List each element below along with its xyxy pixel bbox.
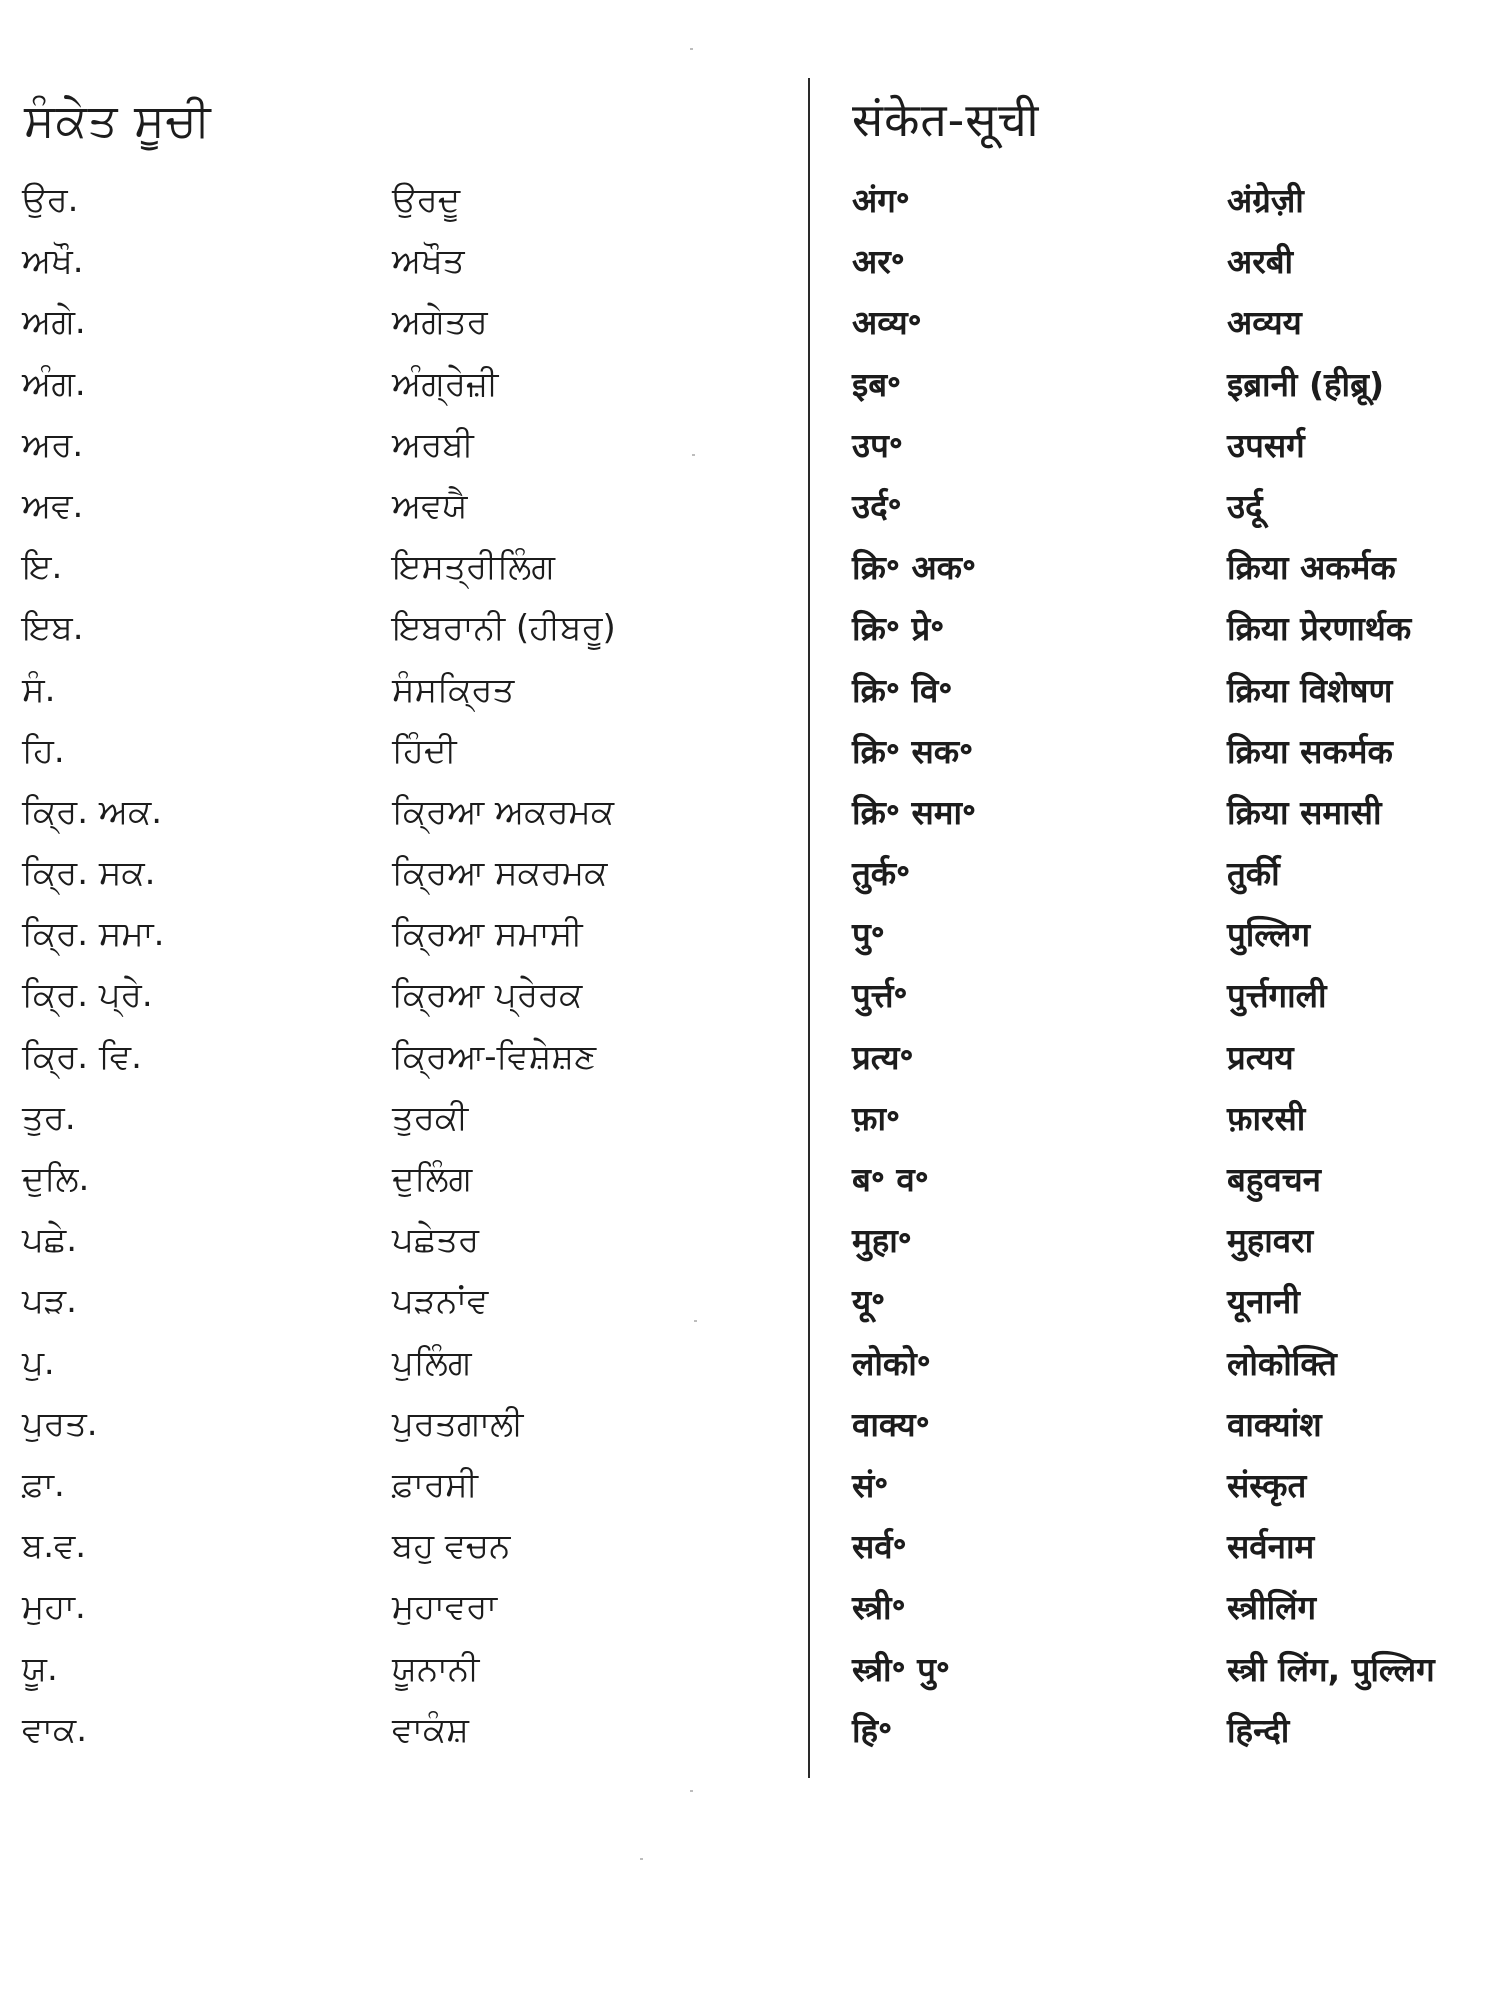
- abbreviation-text: क्रि॰ समा॰: [852, 792, 977, 832]
- hindi-abbreviation-row: [852, 1333, 1492, 1394]
- abbreviation-text: लोको॰: [852, 1343, 931, 1383]
- expansion-text: ਇਬਰਾਨੀ (ਹੀਬਰੂ): [392, 608, 616, 649]
- abbreviation-text: ਅਖੌ.: [22, 241, 84, 282]
- abbreviation-text: ਅੰਗ.: [22, 363, 86, 404]
- scan-speck: [692, 454, 695, 456]
- abbreviation-text: ਫ਼ਾ.: [22, 1464, 65, 1505]
- abbreviation-text: यू॰: [852, 1282, 886, 1322]
- abbreviation-text: अंग॰: [852, 181, 910, 220]
- punjabi-abbreviation-row: [22, 1516, 782, 1577]
- expansion-text: ਕ੍ਰਿਆ ਸਕਰਮਕ: [392, 853, 608, 894]
- abbreviation-text: क्रि॰ अक॰: [852, 548, 977, 588]
- hindi-abbreviation-row: [852, 965, 1492, 1026]
- abbreviation-text: ब॰ व॰: [852, 1160, 929, 1199]
- punjabi-abbreviation-row: [22, 415, 782, 476]
- abbreviation-text: ਕ੍ਰਿ. ਸਕ.: [22, 853, 156, 894]
- expansion-text: ਅਰਬੀ: [392, 424, 474, 465]
- abbreviation-text: ਤੁਰ.: [22, 1097, 76, 1138]
- punjabi-abbreviation-row: [22, 721, 782, 782]
- scan-speck: [640, 1858, 643, 1860]
- hindi-abbreviation-rows: [852, 170, 1492, 1761]
- hindi-abbreviation-row: [852, 354, 1492, 415]
- hindi-abbreviation-row: [852, 476, 1492, 537]
- expansion-text: ਕ੍ਰਿਆ ਅਕਰਮਕ: [392, 791, 615, 832]
- punjabi-abbreviation-row: [22, 354, 782, 415]
- abbreviation-text: ਪੜ.: [22, 1281, 77, 1322]
- abbreviation-text: ਅਵ.: [22, 485, 84, 526]
- expansion-text: ਫ਼ਾਰਸੀ: [392, 1464, 478, 1505]
- punjabi-abbreviation-row: [22, 1027, 782, 1088]
- hindi-abbreviation-row: [852, 1149, 1492, 1210]
- abbreviation-text: ਪਛੇ.: [22, 1220, 78, 1261]
- punjabi-abbreviation-row: [22, 1088, 782, 1149]
- hindi-abbreviation-row: [852, 782, 1492, 843]
- hindi-abbreviation-row: [852, 170, 1492, 231]
- punjabi-abbreviation-rows: [22, 170, 782, 1761]
- abbreviation-text: ਅਰ.: [22, 424, 84, 465]
- abbreviation-text: ਇ.: [22, 547, 63, 588]
- hindi-abbreviation-row: [852, 231, 1492, 292]
- abbreviation-text: मुहा॰: [852, 1221, 912, 1261]
- hindi-abbreviation-row: [852, 904, 1492, 965]
- expansion-text: ਉਰਦੂ: [392, 180, 461, 220]
- expansion-text: ਤੁਰਕੀ: [392, 1097, 469, 1138]
- hindi-abbreviation-row: [852, 1700, 1492, 1761]
- expansion-text: संस्कृत: [1227, 1465, 1307, 1505]
- expansion-text: लोकोक्ति: [1227, 1343, 1337, 1383]
- expansion-text: बहुवचन: [1227, 1160, 1321, 1199]
- punjabi-abbreviation-row: [22, 1455, 782, 1516]
- expansion-text: उपसर्ग: [1227, 425, 1305, 465]
- scan-speck: [694, 1320, 697, 1322]
- expansion-text: ਪਛੇਤਰ: [392, 1220, 480, 1261]
- expansion-text: क्रिया प्रेरणार्थक: [1227, 609, 1412, 649]
- expansion-text: क्रिया विशेषण: [1227, 670, 1393, 710]
- expansion-text: ਅੰਗ੍ਰੇਜ਼ੀ: [392, 363, 499, 404]
- expansion-text: सर्वनाम: [1227, 1527, 1315, 1567]
- abbreviation-text: ਯੂ.: [22, 1648, 58, 1689]
- hindi-abbreviation-row: [852, 1516, 1492, 1577]
- abbreviation-text: ਕ੍ਰਿ. ਅਕ.: [22, 791, 163, 832]
- punjabi-abbreviation-row: [22, 1333, 782, 1394]
- abbreviation-text: सं॰: [852, 1465, 889, 1505]
- abbreviation-text: इब॰: [852, 364, 902, 404]
- punjabi-abbreviation-row: [22, 170, 782, 231]
- abbreviation-text: पु॰: [852, 915, 885, 955]
- hindi-abbreviation-row: [852, 1577, 1492, 1638]
- expansion-text: ਪੜਨਾਂਵ: [392, 1281, 489, 1322]
- expansion-text: ਬਹੁ ਵਚਨ: [392, 1526, 511, 1567]
- abbreviation-text: उप॰: [852, 425, 903, 465]
- hindi-abbreviation-row: [852, 721, 1492, 782]
- abbreviation-text: क्रि॰ वि॰: [852, 670, 953, 710]
- hindi-abbreviation-row: [852, 537, 1492, 598]
- punjabi-abbreviation-row: [22, 1639, 782, 1700]
- abbreviation-text: ਬ.ਵ.: [22, 1526, 87, 1567]
- expansion-text: ਪੁਲਿੰਗ: [392, 1342, 472, 1383]
- punjabi-abbreviation-row: [22, 660, 782, 721]
- abbreviation-text: ਉਰ.: [22, 180, 79, 220]
- abbreviation-text: अर॰: [852, 242, 905, 282]
- abbreviation-text: क्रि॰ सक॰: [852, 731, 974, 771]
- punjabi-abbreviation-row: [22, 843, 782, 904]
- expansion-text: पुर्त्तगाली: [1227, 976, 1327, 1016]
- hindi-abbreviation-row: [852, 1088, 1492, 1149]
- punjabi-abbreviation-row: [22, 1394, 782, 1455]
- expansion-text: क्रिया समासी: [1227, 792, 1382, 832]
- expansion-text: ਮੁਹਾਵਰਾ: [392, 1587, 498, 1628]
- hindi-abbreviation-row: [852, 1639, 1492, 1700]
- abbreviation-text: क्रि॰ प्रे॰: [852, 609, 945, 649]
- expansion-text: क्रिया अकर्मक: [1227, 548, 1396, 588]
- punjabi-abbreviation-row: [22, 1271, 782, 1332]
- abbreviation-text: ਦੁਲਿ.: [22, 1159, 90, 1199]
- expansion-text: ਪੁਰਤਗਾਲੀ: [392, 1403, 524, 1444]
- abbreviation-text: प्रत्य॰: [852, 1037, 914, 1077]
- expansion-text: स्त्रीलिंग: [1227, 1588, 1317, 1628]
- expansion-text: अव्यय: [1227, 303, 1302, 343]
- scan-speck: [690, 48, 693, 50]
- expansion-text: अंग्रेज़ी: [1227, 181, 1304, 220]
- abbreviation-text: स्त्री॰: [852, 1588, 906, 1628]
- hindi-abbreviation-row: [852, 660, 1492, 721]
- punjabi-abbreviation-row: [22, 1577, 782, 1638]
- expansion-text: ਅਵਯੈ: [392, 485, 468, 526]
- punjabi-abbreviation-row: [22, 598, 782, 659]
- expansion-text: ਸੰਸਕ੍ਰਿਤ: [392, 669, 515, 710]
- punjabi-abbreviation-row: [22, 1149, 782, 1210]
- expansion-text: उर्दू: [1227, 486, 1263, 526]
- abbreviation-text: ਪੁਰਤ.: [22, 1403, 98, 1444]
- abbreviation-text: ਪੁ.: [22, 1342, 55, 1383]
- abbreviation-text: हि॰: [852, 1710, 893, 1750]
- abbreviation-text: वाक्य॰: [852, 1404, 930, 1444]
- hindi-abbreviation-row: [852, 415, 1492, 476]
- abbreviation-text: ਅਗੇ.: [22, 302, 86, 343]
- hindi-abbreviation-row: [852, 843, 1492, 904]
- expansion-text: मुहावरा: [1227, 1221, 1314, 1261]
- abbreviation-text: स्त्री॰ पु॰: [852, 1649, 950, 1689]
- abbreviation-text: अव्य॰: [852, 303, 922, 343]
- abbreviation-text: ਕ੍ਰਿ. ਪ੍ਰੇ.: [22, 975, 153, 1016]
- expansion-text: तुर्की: [1227, 854, 1280, 894]
- abbreviation-text: ਵਾਕ.: [22, 1709, 88, 1750]
- hindi-abbreviation-row: [852, 598, 1492, 659]
- expansion-text: हिन्दी: [1227, 1710, 1290, 1750]
- abbreviation-text: ਇਬ.: [22, 608, 84, 649]
- abbreviation-text: ਹਿ.: [22, 730, 65, 771]
- abbreviation-text: सर्व॰: [852, 1527, 907, 1567]
- expansion-text: ਅਗੇਤਰ: [392, 302, 488, 343]
- punjabi-abbreviation-row: [22, 782, 782, 843]
- expansion-text: ਇਸਤ੍ਰੀਲਿੰਗ: [392, 547, 555, 588]
- abbreviation-text: तुर्क॰: [852, 854, 911, 894]
- hindi-abbreviation-row: [852, 1394, 1492, 1455]
- expansion-text: ਯੂਨਾਨੀ: [392, 1648, 480, 1689]
- abbreviation-text: ਕ੍ਰਿ. ਸਮਾ.: [22, 914, 165, 955]
- punjabi-abbreviation-row: [22, 476, 782, 537]
- punjabi-abbreviation-column: [22, 80, 782, 1761]
- punjabi-abbreviation-row: [22, 292, 782, 353]
- expansion-text: पुल्लिग: [1227, 915, 1311, 955]
- column-divider: [808, 78, 810, 1778]
- expansion-text: अरबी: [1227, 242, 1294, 282]
- hindi-abbreviation-row: [852, 1455, 1492, 1516]
- expansion-text: ਵਾਕੰਸ਼: [392, 1709, 469, 1750]
- expansion-text: प्रत्यय: [1227, 1037, 1294, 1077]
- expansion-text: ਦੁਲਿੰਗ: [392, 1159, 473, 1199]
- hindi-list-title: संकेत-सूची: [852, 93, 1040, 147]
- abbreviation-text: उर्द॰: [852, 486, 902, 526]
- expansion-text: यूनानी: [1227, 1282, 1300, 1322]
- abbreviation-text: फ़ा॰: [852, 1098, 901, 1138]
- abbreviation-text: ਸੰ.: [22, 669, 56, 710]
- punjabi-abbreviation-row: [22, 231, 782, 292]
- hindi-abbreviation-row: [852, 1210, 1492, 1271]
- hindi-abbreviation-row: [852, 1027, 1492, 1088]
- expansion-text: ਕ੍ਰਿਆ ਸਮਾਸੀ: [392, 914, 583, 955]
- hindi-abbreviation-row: [852, 1271, 1492, 1332]
- punjabi-abbreviation-row: [22, 904, 782, 965]
- expansion-text: वाक्यांश: [1227, 1404, 1322, 1444]
- expansion-text: स्त्री लिंग, पुल्लिग: [1227, 1649, 1435, 1689]
- expansion-text: ਹਿੰਦੀ: [392, 730, 457, 771]
- abbreviation-text: पुर्त्त॰: [852, 976, 908, 1016]
- expansion-text: ਅਖੌਤ: [392, 241, 465, 282]
- punjabi-list-title: ਸੰਕੇਤ ਸੂਚੀ: [24, 93, 212, 147]
- expansion-text: ਕ੍ਰਿਆ-ਵਿਸ਼ੇਸ਼ਣ: [392, 1036, 597, 1077]
- punjabi-abbreviation-row: [22, 1210, 782, 1271]
- abbreviation-text: ਕ੍ਰਿ. ਵਿ.: [22, 1036, 142, 1077]
- punjabi-abbreviation-row: [22, 537, 782, 598]
- hindi-abbreviation-column: [852, 80, 1492, 1761]
- hindi-abbreviation-row: [852, 292, 1492, 353]
- punjabi-abbreviation-row: [22, 1700, 782, 1761]
- expansion-text: ਕ੍ਰਿਆ ਪ੍ਰੇਰਕ: [392, 975, 583, 1016]
- expansion-text: फ़ारसी: [1227, 1098, 1306, 1138]
- punjabi-abbreviation-row: [22, 965, 782, 1026]
- expansion-text: क्रिया सकर्मक: [1227, 731, 1393, 771]
- scan-speck: [690, 1790, 693, 1792]
- abbreviation-text: ਮੁਹਾ.: [22, 1587, 86, 1628]
- expansion-text: इब्रानी (हीब्रू): [1227, 364, 1385, 404]
